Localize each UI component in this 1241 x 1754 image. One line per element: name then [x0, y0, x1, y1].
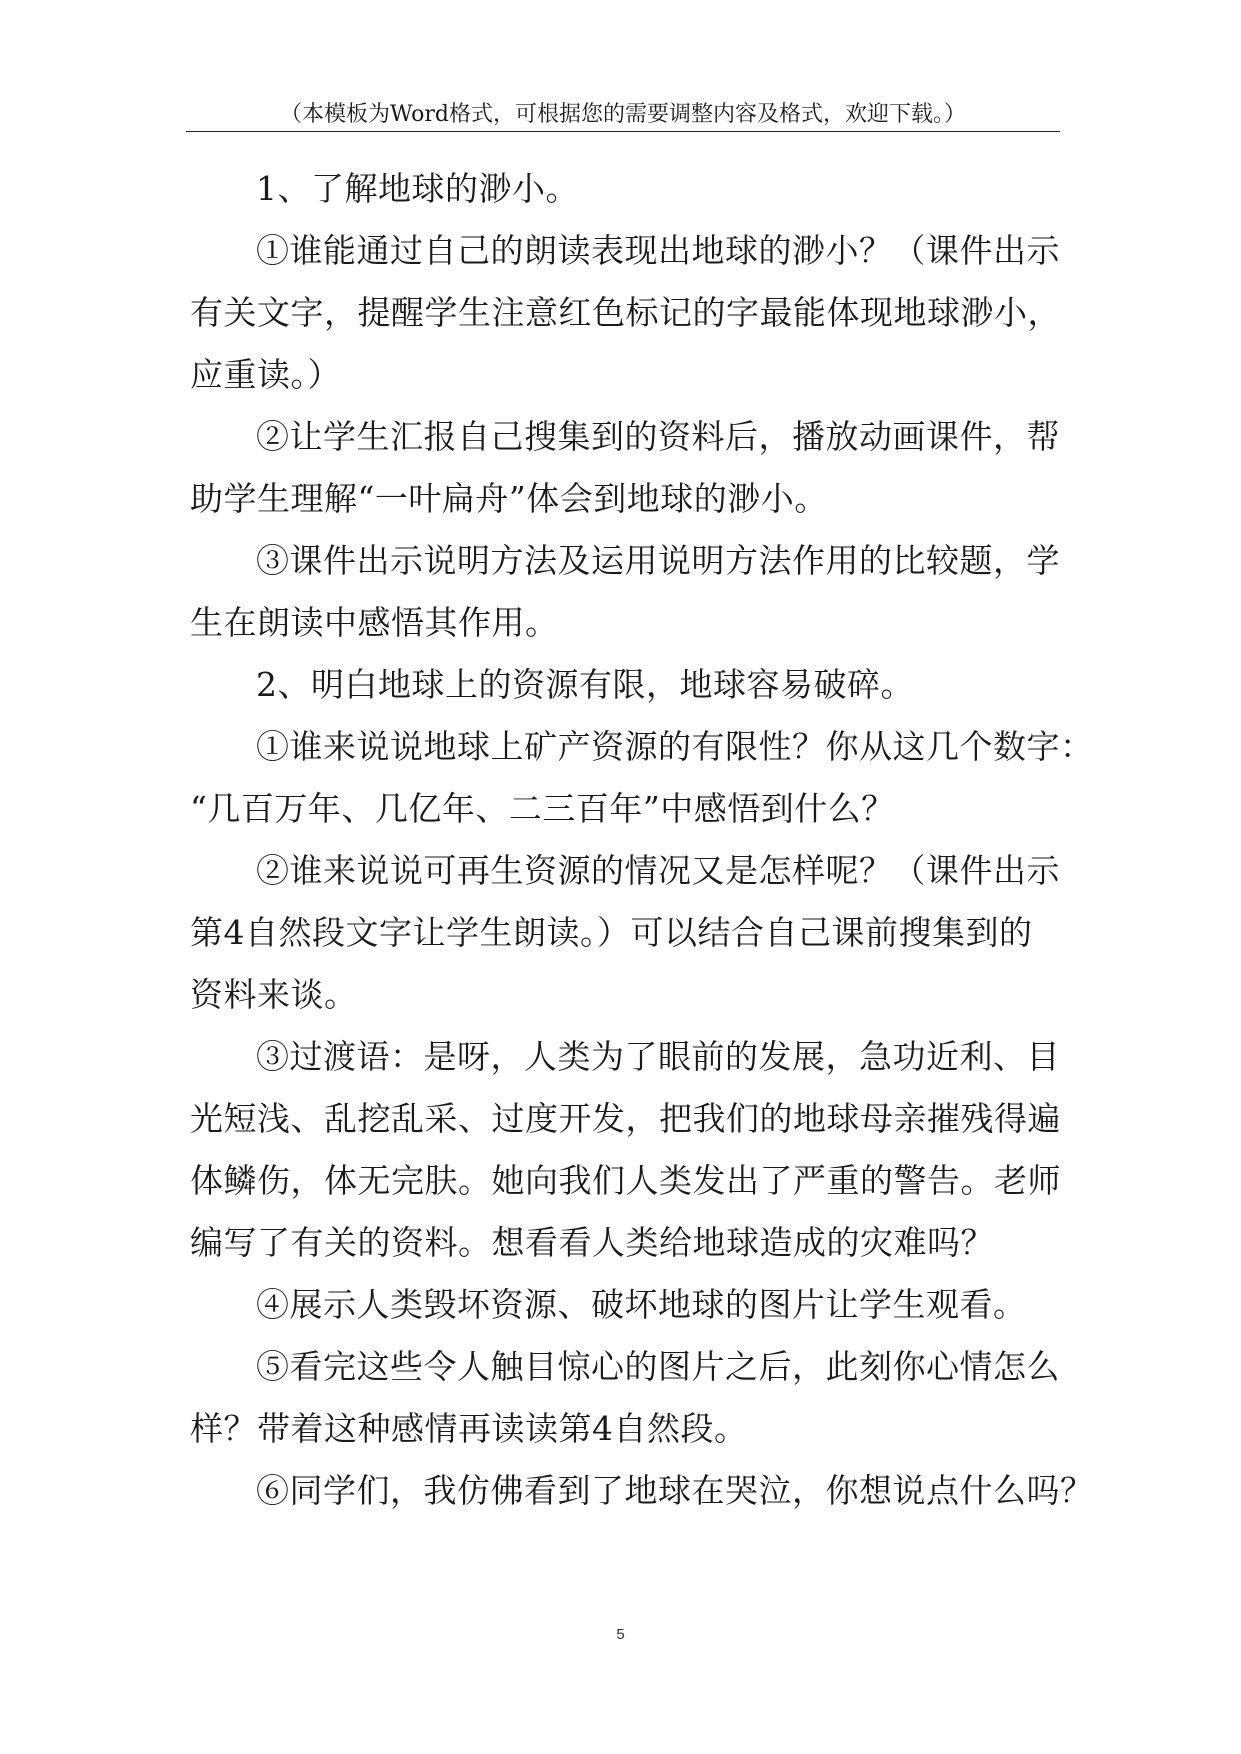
paragraph-line: 应重读。）	[190, 355, 341, 394]
paragraph-8	[190, 1026, 1060, 1274]
paragraph-line: 1、了解地球的渺小。	[256, 169, 579, 208]
paragraph-line: 第4自然段文字让学生朗读。）可以结合自己课前搜集到的	[190, 913, 1033, 952]
paragraph-9	[190, 1274, 1060, 1336]
paragraph-line: ③过渡语：是呀，人类为了眼前的发展，急功近利、目	[256, 1037, 1060, 1076]
paragraph-line: ②让学生汇报自己搜集到的资料后，播放动画课件，帮	[256, 417, 1060, 456]
paragraph-5	[190, 654, 1060, 716]
paragraph-4	[190, 530, 1060, 654]
paragraph-line: 有关文字，提醒学生注意红色标记的字最能体现地球渺小，	[190, 293, 1061, 332]
paragraph-line: ②谁来说说可再生资源的情况又是怎样呢？（课件出示	[256, 851, 1060, 890]
paragraph-line: 光短浅、乱挖乱采、过度开发，把我们的地球母亲摧残得遍	[190, 1099, 1061, 1138]
paragraph-10	[190, 1336, 1060, 1460]
paragraph-1	[190, 158, 1060, 220]
paragraph-2	[190, 220, 1060, 406]
paragraph-line: 样？带着这种感情再读读第4自然段。	[190, 1409, 748, 1448]
paragraph-line: ⑤看完这些令人触目惊心的图片之后，此刻你心情怎么	[256, 1347, 1060, 1386]
page-number: 5	[616, 1626, 625, 1643]
paragraph-7	[190, 840, 1060, 1026]
paragraph-line: ①谁来说说地球上矿产资源的有限性？你从这几个数字：	[256, 727, 1094, 766]
paragraph-line: 2、明白地球上的资源有限，地球容易破碎。	[256, 665, 914, 704]
paragraph-6	[190, 716, 1094, 840]
paragraph-line: ⑥同学们，我仿佛看到了地球在哭泣，你想说点什么吗？	[256, 1471, 1094, 1510]
paragraph-11	[190, 1460, 1094, 1522]
paragraph-line: 资料来谈。	[190, 975, 358, 1014]
paragraph-line: 编写了有关的资料。想看看人类给地球造成的灾难吗？	[190, 1223, 994, 1262]
paragraph-line: “几百万年、几亿年、二三百年”中感悟到什么？	[190, 789, 895, 828]
paragraph-line: 生在朗读中感悟其作用。	[190, 603, 559, 642]
template-note-header: （本模板为Word格式，可根据您的需要调整内容及格式，欢迎下载。）	[280, 102, 966, 127]
paragraph-line: ③课件出示说明方法及运用说明方法作用的比较题，学	[256, 541, 1060, 580]
paragraph-3	[190, 406, 1060, 530]
paragraph-line: 助学生理解“一叶扁舟”体会到地球的渺小。	[190, 479, 828, 518]
paragraph-line: ①谁能通过自己的朗读表现出地球的渺小？（课件出示	[256, 231, 1060, 270]
paragraph-line: ④展示人类毁坏资源、破坏地球的图片让学生观看。	[256, 1285, 1027, 1324]
header-divider	[186, 131, 1060, 132]
paragraph-line: 体鳞伤，体无完肤。她向我们人类发出了严重的警告。老师	[190, 1161, 1061, 1200]
document-body	[190, 158, 1094, 1522]
